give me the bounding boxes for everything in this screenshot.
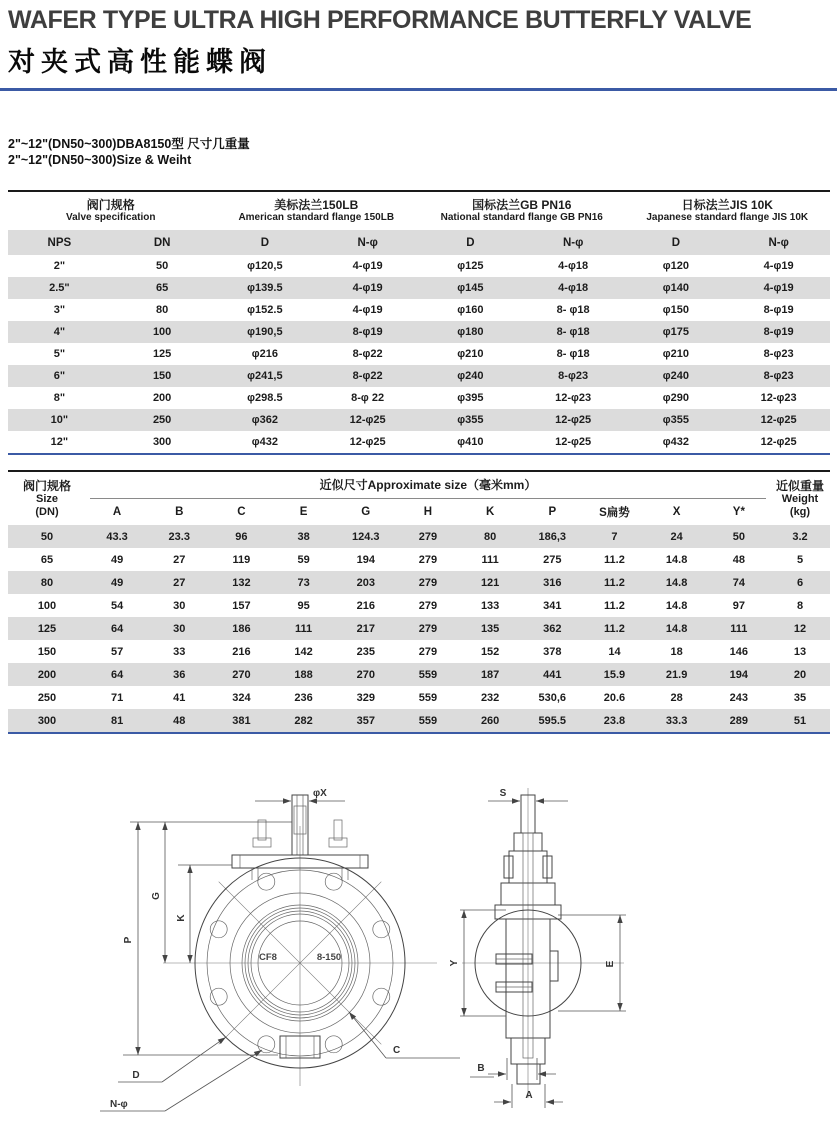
dim-label-c: C	[393, 1045, 401, 1056]
table-cell: 48	[732, 553, 745, 566]
table-cell: 236	[294, 691, 313, 704]
table-cell: 216	[232, 645, 251, 658]
table-cell: φ120	[662, 260, 689, 272]
table-cell: 100	[152, 326, 172, 338]
table-cell: 282	[294, 714, 313, 727]
table-cell: 13	[793, 645, 807, 658]
page-title-zh: 对夹式高性能蝶阀	[8, 47, 272, 77]
table-row	[8, 525, 830, 548]
table-cell: 81	[110, 714, 124, 727]
table-cell: φ152.5	[247, 304, 283, 316]
table-cell: 289	[729, 714, 749, 727]
table-cell: 8- φ18	[556, 348, 590, 360]
table-cell: φ432	[251, 436, 278, 448]
table-cell: 2"	[53, 260, 66, 272]
table-cell: φ410	[457, 436, 484, 448]
table-cell: 4-φ19	[763, 260, 794, 272]
table-cell: 119	[232, 553, 251, 566]
table-cell: 12-φ25	[760, 436, 797, 448]
table-cell: 152	[480, 645, 500, 658]
table-cell: 14.8	[665, 599, 688, 612]
table-cell: φ175	[662, 326, 689, 338]
table-cell: 341	[543, 599, 562, 612]
table-cell: 6"	[53, 370, 66, 382]
table-cell: 8	[796, 599, 804, 612]
table-row	[8, 663, 830, 686]
table-cell: 4"	[53, 326, 66, 338]
table-cell: 96	[235, 530, 248, 543]
col-header: N-φ	[522, 230, 625, 255]
table-row	[8, 343, 830, 365]
table-cell: 11.2	[604, 622, 625, 635]
table-cell: 157	[232, 599, 251, 612]
table-cell: 80	[156, 304, 169, 316]
table-row	[8, 277, 830, 299]
dim-label-a: A	[525, 1090, 533, 1101]
table-row	[8, 640, 830, 663]
table-cell: 20.6	[603, 691, 626, 704]
table-cell: φ139.5	[247, 282, 283, 294]
table-cell: 8-φ19	[763, 304, 794, 316]
col-header: N-φ	[727, 230, 830, 255]
table-cell: 5	[796, 553, 804, 566]
table-cell: 8-φ23	[763, 348, 794, 360]
dim-label-b: B	[477, 1063, 485, 1074]
column-header-row	[8, 499, 830, 525]
table-cell: 4-φ19	[352, 282, 383, 294]
table-row	[8, 299, 830, 321]
table-cell: 4-φ18	[558, 260, 589, 272]
table-cell: 4-φ18	[558, 282, 589, 294]
col-header: Y*	[708, 499, 770, 525]
table-row	[8, 617, 830, 640]
table-cell: 125	[152, 348, 172, 360]
dim-label-phi-x: φX	[313, 788, 327, 799]
col-header: DN	[111, 230, 214, 255]
table-cell: 8- φ18	[556, 304, 590, 316]
col-header: A	[86, 499, 148, 525]
table-cell: 14.8	[665, 576, 688, 589]
page-title-en: WAFER TYPE ULTRA HIGH PERFORMANCE BUTTERFLY VALVE	[8, 6, 752, 34]
table-cell: 7	[611, 530, 618, 543]
table-cell: 15.9	[603, 668, 626, 681]
table-cell: 4-φ19	[763, 282, 794, 294]
table-cell: 4-φ19	[352, 260, 383, 272]
table-row	[8, 571, 830, 594]
table-cell: 329	[356, 691, 375, 704]
table-cell: 12-φ25	[555, 436, 592, 448]
table-cell: 20	[793, 668, 807, 681]
table-cell: φ210	[662, 348, 689, 360]
table-cell: 27	[173, 576, 186, 589]
dim-label-p: P	[123, 936, 134, 944]
table-cell: 5"	[53, 348, 66, 360]
table-cell: φ240	[457, 370, 484, 382]
table-cell: 121	[480, 576, 500, 589]
table-cell: φ355	[662, 414, 689, 426]
table-cell: 279	[418, 645, 438, 658]
table-cell: 316	[543, 576, 562, 589]
table-cell: 28	[670, 691, 683, 704]
table-cell: 378	[543, 645, 562, 658]
group-label-en: Japanese standard flange JIS 10K	[646, 212, 809, 223]
table-cell: 150	[152, 370, 172, 382]
body-mark-material: CF8	[259, 952, 277, 963]
table-cell: φ395	[457, 392, 484, 404]
size-header-zh: 阀门规格	[22, 478, 71, 493]
table-cell: 49	[110, 553, 124, 566]
dim-label-k: K	[176, 914, 187, 922]
valve-technical-drawings	[0, 768, 837, 1126]
table-cell: 203	[356, 576, 375, 589]
table-cell: φ216	[251, 348, 278, 360]
approximate-size-weight-table	[8, 470, 830, 734]
col-header: N-φ	[316, 230, 419, 255]
table-cell: 80	[40, 576, 54, 589]
table-cell: 146	[729, 645, 749, 658]
table-cell: 188	[294, 668, 313, 681]
table-cell: 64	[110, 622, 124, 635]
table-cell: 8-φ22	[352, 348, 383, 360]
table-cell: 33	[173, 645, 186, 658]
table-cell: 18	[670, 645, 683, 658]
front-view-drawing	[100, 788, 460, 1111]
table-cell: 150	[37, 645, 57, 658]
weight-header-zh: 近似重量	[775, 478, 824, 493]
table-row	[8, 365, 830, 387]
dim-label-e: E	[605, 960, 616, 968]
table-cell: 21.9	[665, 668, 688, 681]
table-cell: 250	[37, 691, 57, 704]
col-header: B	[148, 499, 210, 525]
table-cell: 200	[37, 668, 57, 681]
group-national-flange	[419, 191, 625, 230]
subtitle-line-1: 2"~12"(DN50~300)DBA8150型 尺寸几重量	[8, 137, 250, 151]
col-header: H	[397, 499, 459, 525]
column-header-row	[8, 230, 830, 255]
table-cell: 14.8	[665, 553, 688, 566]
table-cell: 559	[418, 691, 438, 704]
size-weight-table-body	[8, 525, 830, 733]
table-cell: 216	[356, 599, 375, 612]
table-cell: 235	[356, 645, 375, 658]
table-cell: 12-φ25	[760, 414, 797, 426]
table-cell: 59	[297, 553, 310, 566]
table-cell: 12-φ23	[760, 392, 797, 404]
section-subtitle	[8, 136, 250, 168]
table-cell: 74	[732, 576, 745, 589]
table-cell: 11.2	[604, 553, 625, 566]
table-cell: 111	[481, 553, 499, 566]
table-cell: 11.2	[604, 599, 625, 612]
table-cell: 30	[173, 599, 186, 612]
table-cell: 23.3	[168, 530, 190, 543]
table-cell: 275	[543, 553, 562, 566]
table-cell: 57	[110, 645, 124, 658]
table-cell: 12"	[50, 436, 69, 448]
table-cell: 300	[37, 714, 57, 727]
table-cell: 71	[110, 691, 124, 704]
table-cell: 194	[729, 668, 749, 681]
col-header: C	[210, 499, 272, 525]
table-cell: 270	[232, 668, 251, 681]
table-cell: φ180	[457, 326, 484, 338]
group-header-row	[8, 191, 830, 230]
table-cell: 279	[418, 553, 438, 566]
table-cell: φ145	[457, 282, 484, 294]
group-label-zh: 阀门规格	[86, 198, 135, 212]
table-cell: 381	[232, 714, 251, 727]
dim-label-d: D	[132, 1070, 140, 1081]
table-cell: 441	[543, 668, 562, 681]
table-cell: 12	[793, 622, 807, 635]
table-cell: 133	[480, 599, 500, 612]
col-header: D	[419, 230, 522, 255]
group-label-en: Valve specification	[66, 212, 156, 223]
table-cell: 10"	[50, 414, 69, 426]
dim-label-g: G	[151, 892, 162, 900]
table-cell: φ298.5	[247, 392, 283, 404]
table-cell: 54	[110, 599, 124, 612]
group-japanese-flange	[625, 191, 831, 230]
table-cell: 2.5"	[49, 282, 70, 294]
table-cell: 8-φ22	[352, 370, 383, 382]
table-cell: 14	[608, 645, 621, 658]
table-cell: 362	[543, 622, 562, 635]
body-mark-rating: 8-150	[316, 952, 342, 963]
table-cell: 279	[418, 622, 438, 635]
group-valve-spec	[8, 191, 214, 230]
table-cell: 65	[40, 553, 54, 566]
table-cell: 50	[156, 260, 169, 272]
table-cell: 30	[173, 622, 186, 635]
size-header-en: Size	[35, 492, 58, 505]
table-cell: φ160	[457, 304, 484, 316]
table-cell: φ125	[457, 260, 484, 272]
table-cell: 8-φ19	[763, 326, 794, 338]
group-label-zh: 美标法兰150LB	[274, 198, 359, 212]
table-cell: 324	[232, 691, 251, 704]
group-label-zh: 国标法兰GB PN16	[472, 198, 572, 212]
flange-dimension-table	[8, 190, 830, 455]
table-cell: 24	[670, 530, 683, 543]
table-row	[8, 548, 830, 571]
col-header: K	[459, 499, 521, 525]
size-header-unit: (DN)	[35, 505, 59, 518]
table-cell: φ240	[662, 370, 689, 382]
table-cell: 200	[152, 392, 172, 404]
table-row	[8, 321, 830, 343]
table-row	[8, 387, 830, 409]
table-cell: 142	[294, 645, 313, 658]
table-cell: 250	[152, 414, 172, 426]
table-cell: 23.8	[603, 714, 626, 727]
table-cell: φ190,5	[247, 326, 283, 338]
table-cell: 4-φ19	[352, 304, 383, 316]
table-cell: 279	[418, 599, 438, 612]
table-cell: 36	[173, 668, 186, 681]
table-cell: 111	[730, 622, 748, 635]
col-header: S扁势	[583, 499, 645, 525]
table-row	[8, 709, 830, 733]
table-cell: 80	[483, 530, 497, 543]
table-cell: 35	[793, 691, 807, 704]
table-cell: φ120,5	[247, 260, 283, 272]
col-header: P	[521, 499, 583, 525]
table-cell: 279	[418, 530, 438, 543]
group-header-row	[8, 471, 830, 499]
table-cell: 97	[732, 599, 745, 612]
table-cell: 73	[297, 576, 310, 589]
flange-table-body	[8, 255, 830, 454]
table-cell: 300	[152, 436, 172, 448]
table-cell: 559	[418, 714, 438, 727]
dim-label-n-phi: N-φ	[110, 1099, 128, 1110]
table-cell: 41	[173, 691, 186, 704]
table-cell: 8-φ 22	[351, 392, 385, 404]
table-cell: 49	[110, 576, 124, 589]
table-cell: 33.3	[665, 714, 688, 727]
table-cell: 12-φ23	[555, 392, 592, 404]
weight-column-header	[770, 471, 830, 525]
table-cell: 14.8	[665, 622, 688, 635]
table-cell: 559	[418, 668, 438, 681]
table-row	[8, 255, 830, 277]
table-row	[8, 594, 830, 617]
table-cell: 95	[297, 599, 310, 612]
col-header: NPS	[8, 230, 111, 255]
table-cell: 27	[173, 553, 186, 566]
size-column-header	[8, 471, 86, 525]
table-cell: 125	[37, 622, 57, 635]
dim-label-s: S	[499, 788, 507, 799]
group-american-flange	[214, 191, 420, 230]
table-cell: 3"	[53, 304, 66, 316]
table-cell: 8-φ23	[763, 370, 794, 382]
col-header: G	[335, 499, 397, 525]
table-cell: 194	[356, 553, 375, 566]
table-cell: 12-φ25	[555, 414, 592, 426]
group-label-en: American standard flange 150LB	[238, 212, 395, 223]
table-cell: 8- φ18	[556, 326, 590, 338]
weight-header-unit: (kg)	[789, 505, 811, 518]
col-header: D	[214, 230, 317, 255]
title-divider-line	[0, 88, 837, 91]
table-cell: φ241,5	[247, 370, 283, 382]
table-cell: φ290	[662, 392, 689, 404]
table-cell: φ140	[662, 282, 689, 294]
table-cell: 279	[418, 576, 438, 589]
table-cell: 186	[232, 622, 251, 635]
table-cell: φ150	[662, 304, 689, 316]
table-cell: 6	[796, 576, 804, 589]
table-cell: 12-φ25	[349, 436, 386, 448]
table-cell: 8"	[53, 392, 66, 404]
table-row	[8, 431, 830, 454]
table-cell: 12-φ25	[349, 414, 386, 426]
table-cell: 51	[793, 714, 807, 727]
table-cell: 260	[480, 714, 500, 727]
table-cell: 111	[295, 622, 313, 635]
col-header: D	[625, 230, 728, 255]
table-cell: 8-φ19	[352, 326, 383, 338]
approx-size-title: 近似尺寸Approximate size（毫米mm）	[90, 472, 766, 499]
table-cell: 132	[232, 576, 251, 589]
table-cell: 270	[356, 668, 375, 681]
table-cell: 8-φ23	[558, 370, 589, 382]
table-cell: 11.2	[604, 576, 625, 589]
table-cell: 38	[297, 530, 310, 543]
table-cell: φ210	[457, 348, 484, 360]
table-row	[8, 686, 830, 709]
table-cell: 217	[356, 622, 375, 635]
table-cell: 65	[156, 282, 169, 294]
table-cell: φ355	[457, 414, 484, 426]
table-cell: 48	[173, 714, 186, 727]
table-cell: 595.5	[538, 714, 567, 727]
table-cell: 64	[110, 668, 124, 681]
table-cell: 243	[729, 691, 749, 704]
table-cell: 232	[480, 691, 500, 704]
table-cell: 43.3	[106, 530, 128, 543]
table-cell: 357	[356, 714, 375, 727]
table-cell: 187	[480, 668, 500, 681]
table-cell: φ432	[662, 436, 689, 448]
subtitle-line-2: 2"~12"(DN50~300)Size & Weiht	[8, 153, 192, 167]
col-header: X	[646, 499, 708, 525]
group-label-en: National standard flange GB PN16	[440, 212, 603, 223]
table-cell: 50	[732, 530, 745, 543]
table-cell: 100	[37, 599, 57, 612]
table-cell: 186,3	[538, 530, 567, 543]
table-cell: 135	[480, 622, 500, 635]
col-header: E	[273, 499, 335, 525]
table-cell: φ362	[251, 414, 278, 426]
table-cell: 124.3	[352, 530, 380, 543]
table-cell: 530,6	[538, 691, 567, 704]
side-view-drawing	[449, 788, 626, 1108]
approx-size-header	[86, 471, 770, 499]
table-row	[8, 409, 830, 431]
table-cell: 50	[40, 530, 54, 543]
table-cell: 3.2	[792, 530, 808, 543]
dim-label-y: Y	[449, 959, 460, 967]
group-label-zh: 日标法兰JIS 10K	[681, 198, 773, 212]
weight-header-en: Weight	[781, 492, 819, 505]
